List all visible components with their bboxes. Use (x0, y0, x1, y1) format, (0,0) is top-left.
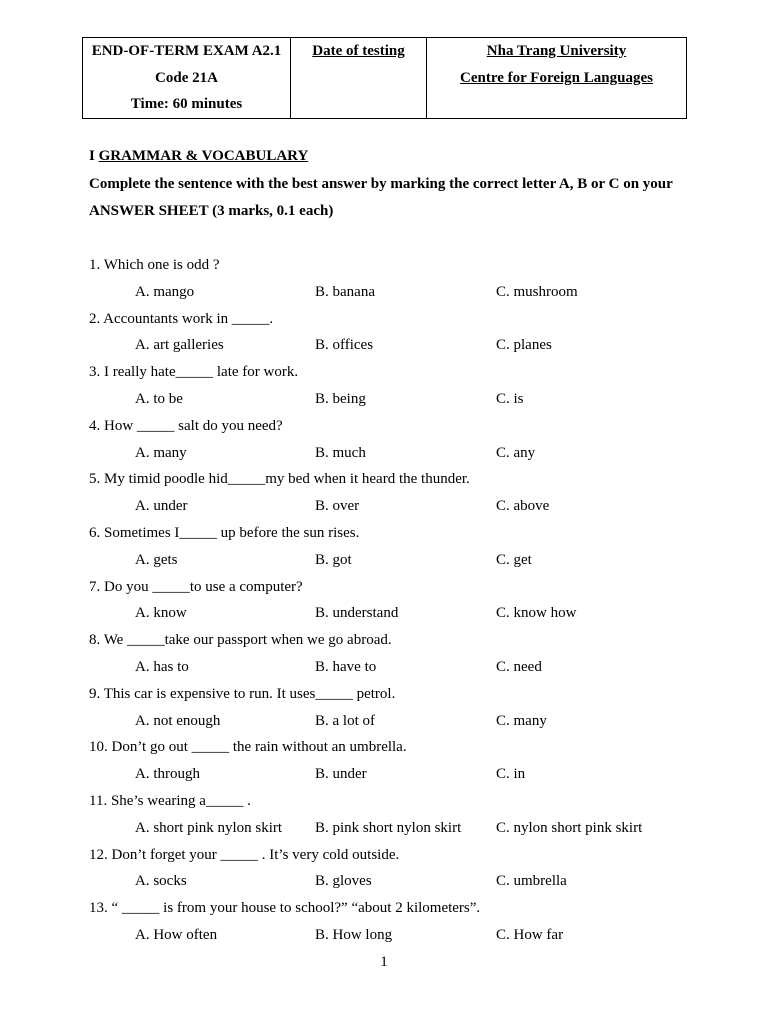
question-text: 10. Don’t go out _____ the rain without an umbrella. (89, 739, 407, 756)
university-name: Nha Trang University (486, 43, 627, 59)
option-c: C. nylon short pink skirt (496, 819, 643, 836)
option-c: C. any (496, 444, 536, 461)
option-a: A. under (135, 498, 188, 515)
section-instruction (89, 171, 689, 225)
option-b: B. gloves (315, 873, 372, 890)
question-list (89, 252, 729, 949)
centre-name: Centre for Foreign Languages (460, 69, 653, 86)
option-c: C. umbrella (496, 873, 567, 890)
question-text: 11. She’s wearing a_____ . (89, 792, 251, 809)
option-c: C. planes (496, 337, 552, 354)
question-text: 1. Which one is odd ? (89, 257, 220, 273)
exam-header-table (82, 37, 687, 119)
exam-code: Code 21A (155, 69, 218, 86)
option-b: B. much (315, 444, 366, 461)
exam-title: END-OF-TERM EXAM A2.1 (91, 43, 282, 59)
option-c: C. many (496, 712, 547, 729)
option-a: A. short pink nylon skirt (135, 819, 283, 836)
question-options (89, 600, 729, 627)
date-of-testing-label: Date of testing (312, 43, 405, 59)
option-c: C. is (496, 390, 524, 407)
question-options (89, 493, 729, 520)
question-options (89, 440, 729, 467)
option-b: B. understand (315, 605, 399, 622)
question-text: 13. “ _____ is from your house to school?” “about 2 kilometers”. (89, 900, 481, 917)
question-options (89, 815, 729, 842)
question-options (89, 547, 729, 574)
option-c: C. in (496, 766, 526, 783)
option-c: C. How far (496, 926, 564, 943)
question-text: 4. How _____ salt do you need? (89, 417, 283, 434)
section-name: GRAMMAR & VOCABULARY (98, 148, 309, 164)
option-c: C. above (496, 498, 550, 515)
option-b: B. got (315, 551, 352, 568)
question-options (89, 332, 729, 359)
section-title (89, 145, 308, 167)
option-b: B. over (315, 498, 360, 515)
section-numeral: I (89, 148, 95, 164)
question-options (89, 386, 729, 413)
page-number: 1 (380, 954, 388, 970)
question-text: 7. Do you _____to use a computer? (89, 578, 303, 595)
question-options (89, 761, 729, 788)
question-text: 12. Don’t forget your _____ . It’s very cold outside. (89, 846, 400, 863)
option-a: A. has to (135, 658, 189, 675)
option-b: B. a lot of (315, 712, 375, 729)
question-options (89, 922, 729, 949)
question-text: 8. We _____take our passport when we go abroad. (89, 632, 392, 649)
option-b: B. offices (315, 337, 374, 354)
option-c: C. know how (496, 605, 577, 622)
option-b: B. being (315, 390, 366, 407)
question-options (89, 868, 729, 895)
option-a: A. art galleries (135, 337, 224, 354)
option-c: C. get (496, 551, 532, 568)
option-a: A. know (135, 605, 187, 622)
question-text: 5. My timid poodle hid_____my bed when it heard the thunder. (89, 471, 470, 488)
option-a: A. to be (135, 390, 183, 407)
option-c: C. mushroom (496, 283, 578, 300)
option-a: A. socks (135, 873, 187, 890)
option-a: A. not enough (135, 712, 221, 729)
option-a: A. How often (135, 926, 218, 943)
instruction-line: Complete the sentence with the best answer by marking the correct letter A, B or C on your (89, 176, 673, 192)
option-c: C. need (496, 658, 542, 675)
question-options (89, 279, 729, 306)
option-a: A. many (135, 444, 187, 461)
question-options (89, 708, 729, 735)
option-b: B. have to (315, 658, 377, 675)
option-b: B. under (315, 766, 367, 783)
question-text: 6. Sometimes I_____ up before the sun rises. (89, 524, 360, 541)
option-a: A. mango (135, 283, 195, 300)
question-text: 2. Accountants work in _____. (89, 310, 274, 327)
option-b: B. pink short nylon skirt (315, 819, 462, 836)
instruction-line: ANSWER SHEET (3 marks, 0.1 each) (89, 203, 334, 219)
question-text: 3. I really hate_____ late for work. (89, 364, 299, 381)
exam-time: Time: 60 minutes (130, 96, 243, 112)
option-a: A. through (135, 766, 200, 783)
option-a: A. gets (135, 551, 178, 568)
option-b: B. How long (315, 926, 393, 943)
question-options (89, 654, 729, 681)
exam-info-cell (83, 38, 291, 119)
option-b: B. banana (315, 283, 375, 300)
date-cell (291, 38, 427, 119)
institution-cell (427, 38, 687, 119)
question-text: 9. This car is expensive to run. It uses_____ petrol. (89, 685, 396, 702)
